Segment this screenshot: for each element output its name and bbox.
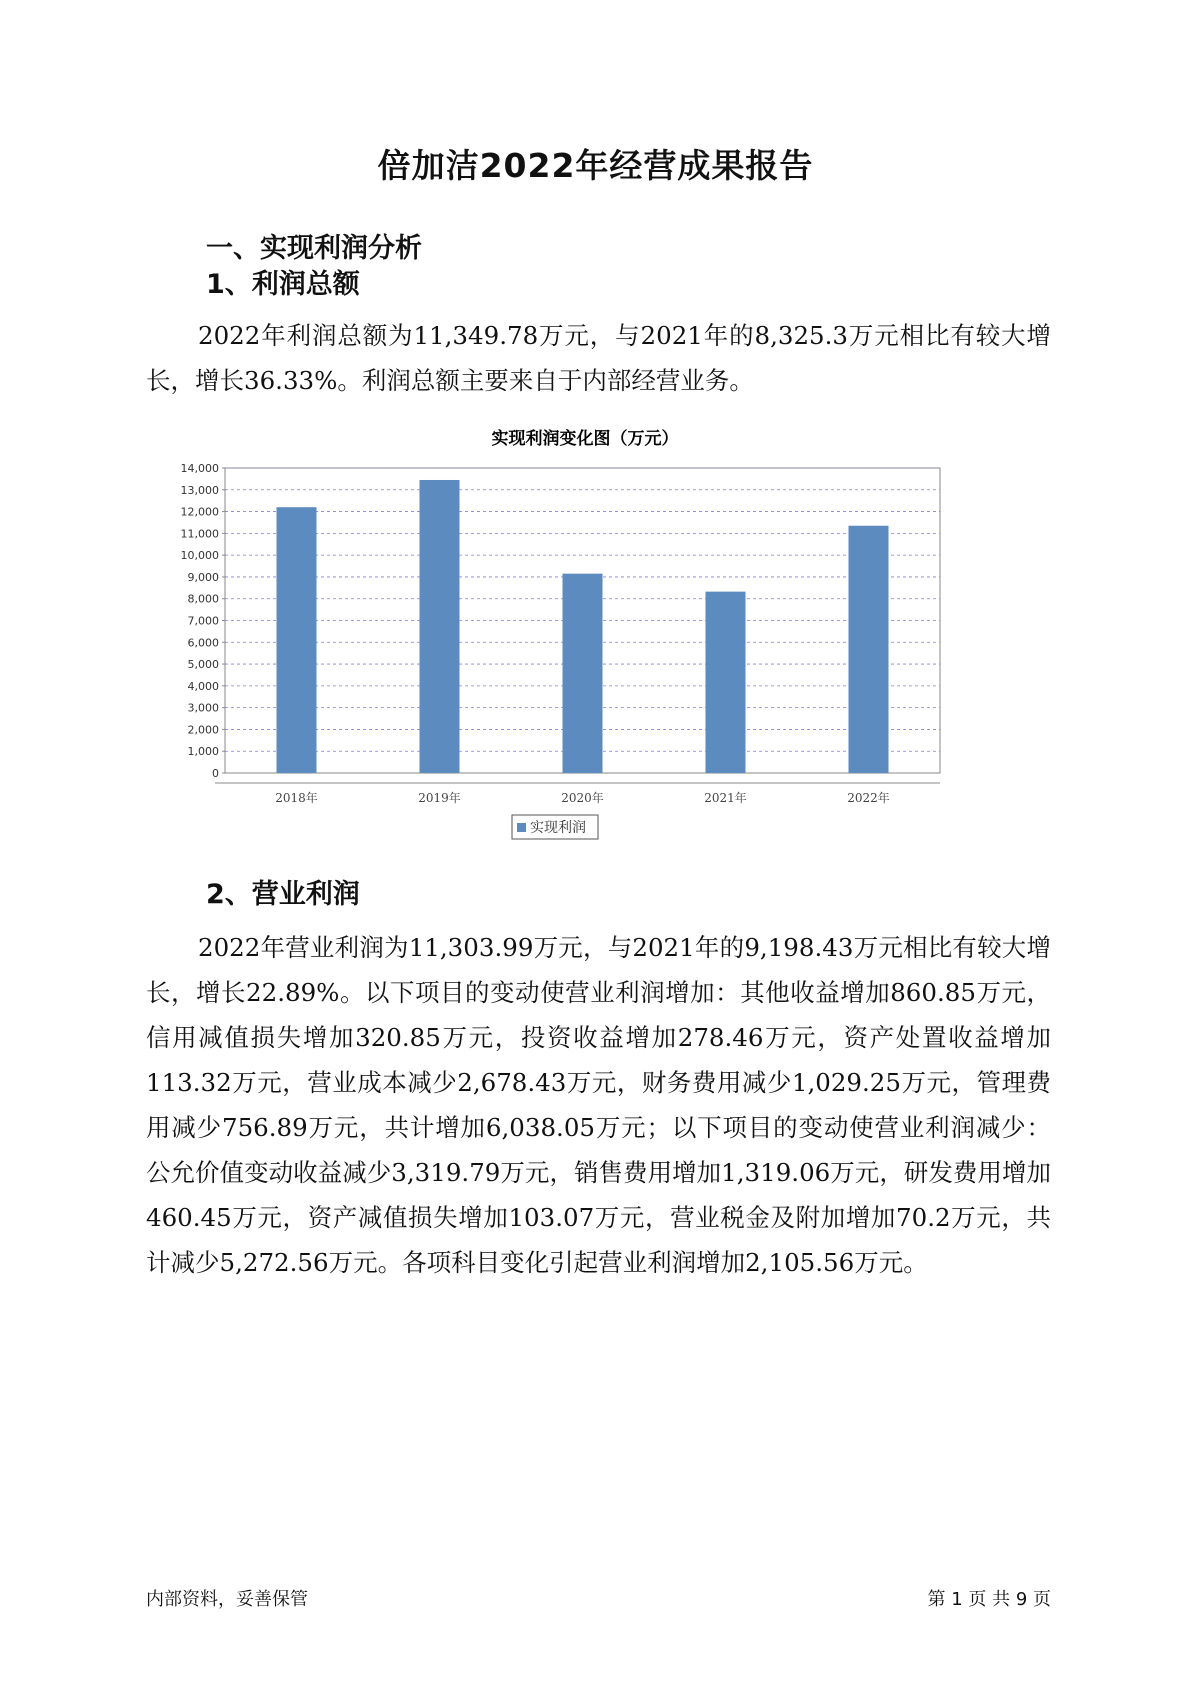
- footer-confidential: 内部资料，妥善保管: [146, 1589, 308, 1610]
- y-tick-label: 7,000: [187, 614, 219, 628]
- legend-label: 实现利润: [530, 820, 586, 836]
- x-tick-label: 2018年: [275, 791, 318, 805]
- bar-2021年: [706, 592, 746, 773]
- subsection-heading-profit-total: 1、利润总额: [206, 269, 360, 300]
- y-tick-label: 13,000: [180, 483, 219, 497]
- paragraph-profit-total: 2022年利润总额为11,349.78万元，与2021年的8,325.3万元相比有较大增长，增长36.33%。利润总额主要来自于内部经营业务。: [146, 321, 1051, 395]
- bar-2018年: [277, 507, 317, 773]
- bar-2019年: [420, 480, 460, 773]
- y-tick-label: 0: [212, 767, 219, 780]
- y-tick-label: 1,000: [187, 745, 219, 759]
- y-tick-label: 8,000: [187, 592, 219, 606]
- bar-2020年: [563, 574, 603, 773]
- bar-2022年: [849, 526, 889, 773]
- y-tick-label: 14,000: [180, 462, 219, 475]
- page-title: 倍加洁2022年经营成果报告: [377, 146, 814, 185]
- section-heading: 一、实现利润分析: [206, 233, 422, 264]
- x-tick-label: 2021年: [704, 791, 747, 805]
- y-tick-label: 3,000: [187, 701, 219, 715]
- x-tick-label: 2022年: [847, 791, 890, 805]
- y-tick-label: 6,000: [187, 636, 219, 650]
- subsection-heading-operating-profit: 2、营业利润: [206, 879, 360, 910]
- x-tick-label: 2019年: [418, 791, 461, 805]
- y-tick-label: 11,000: [180, 527, 219, 541]
- y-tick-label: 5,000: [187, 658, 219, 672]
- y-tick-label: 10,000: [180, 549, 219, 563]
- y-tick-label: 4,000: [187, 679, 219, 693]
- y-tick-label: 9,000: [187, 570, 219, 584]
- chart-title: 实现利润变化图（万元）: [491, 429, 679, 449]
- profit-bar-chart: [150, 423, 1020, 888]
- legend-swatch: [517, 823, 526, 832]
- y-tick-label: 2,000: [187, 723, 219, 737]
- footer-page-number: 第 1 页 共 9 页: [927, 1589, 1051, 1610]
- paragraph-operating-profit: 2022年营业利润为11,303.99万元，与2021年的9,198.43万元相比有较大增长，增长22.89%。以下项目的变动使营业利润增加：其他收益增加860.85万元，信用减值损失增加320.85万元，投资收益增加278.46万元，资产处置收益增加113.32万元，营业成本减少2,678.43万元，财务费用减少1,029.25万元，管理费用减少756.89万元，共计增加6,038.05万元；以下项目的变动使营业利润减少：公允价值变动收益减少3,319.79万元，销售费用增加1,319.06万元，研发费用增加460.45万元，资产减值损失增加103.07万元，营业税金及附加增加70.2万元，共计减少5,272.56万元。各项科目变化引起营业利润增加2,105.56万元。: [146, 933, 1051, 1277]
- y-tick-label: 12,000: [180, 505, 219, 519]
- x-tick-label: 2020年: [561, 791, 604, 805]
